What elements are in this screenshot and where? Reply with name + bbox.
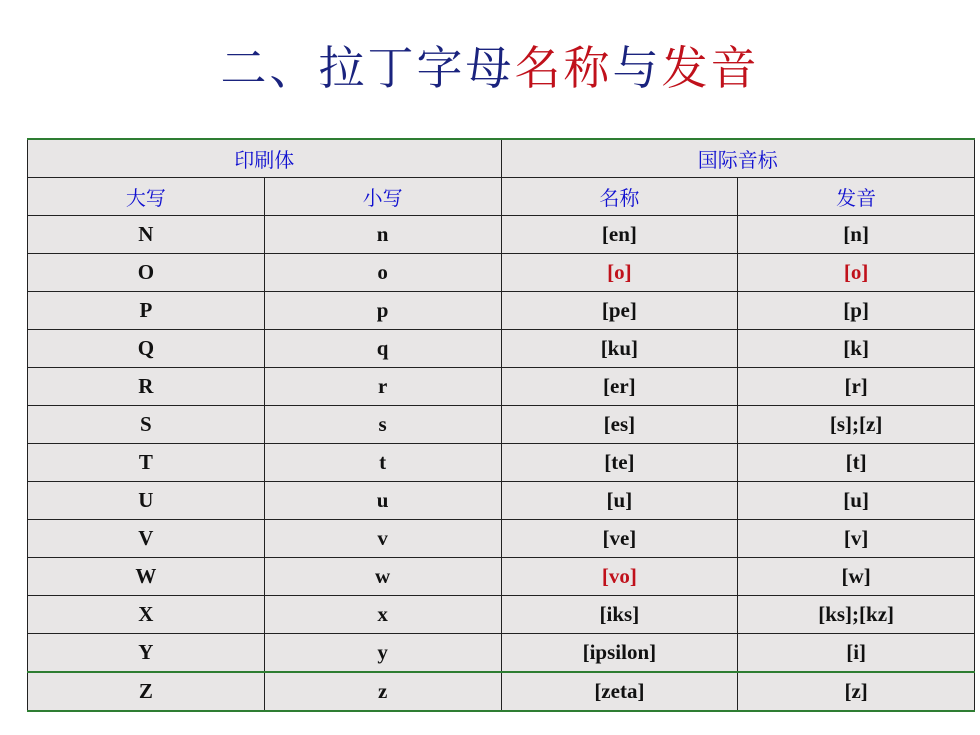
table-row [28, 520, 975, 558]
title-part-4: 发音 [661, 41, 760, 95]
cell-name: [er] [501, 368, 738, 406]
cell-name: [iks] [501, 596, 738, 634]
column-header-sound: 发音 [738, 178, 975, 216]
cell-upper: O [28, 254, 265, 292]
column-header-name: 名称 [501, 178, 738, 216]
group-header-row [28, 139, 975, 178]
column-header-upper: 大写 [28, 178, 265, 216]
table-row [28, 596, 975, 634]
cell-upper: R [28, 368, 265, 406]
cell-name: [zeta] [501, 672, 738, 711]
cell-lower: n [264, 216, 501, 254]
cell-sound: [z] [738, 672, 975, 711]
cell-name: [pe] [501, 292, 738, 330]
cell-upper: Z [28, 672, 265, 711]
group-header-ipa: 国际音标 [501, 139, 975, 178]
cell-sound: [o] [738, 254, 975, 292]
cell-name: [o] [501, 254, 738, 292]
cell-upper: W [28, 558, 265, 596]
column-header-lower: 小写 [264, 178, 501, 216]
cell-upper: P [28, 292, 265, 330]
table-row [28, 292, 975, 330]
page-title [0, 38, 980, 98]
column-header-row [28, 178, 975, 216]
cell-lower: r [264, 368, 501, 406]
cell-sound: [u] [738, 482, 975, 520]
cell-name: [en] [501, 216, 738, 254]
cell-lower: w [264, 558, 501, 596]
cell-sound: [n] [738, 216, 975, 254]
cell-name: [ve] [501, 520, 738, 558]
cell-lower: x [264, 596, 501, 634]
cell-name: [es] [501, 406, 738, 444]
cell-upper: Y [28, 634, 265, 673]
table-row [28, 634, 975, 673]
latin-alphabet-table [27, 138, 975, 712]
table-row [28, 482, 975, 520]
cell-upper: U [28, 482, 265, 520]
cell-sound: [v] [738, 520, 975, 558]
cell-lower: s [264, 406, 501, 444]
table-row [28, 406, 975, 444]
title-part-1: 二、拉丁字母 [220, 41, 515, 95]
table-row [28, 558, 975, 596]
cell-upper: S [28, 406, 265, 444]
table-row [28, 216, 975, 254]
table-row [28, 254, 975, 292]
table-row [28, 672, 975, 711]
cell-sound: [t] [738, 444, 975, 482]
cell-lower: y [264, 634, 501, 673]
cell-lower: u [264, 482, 501, 520]
cell-sound: [r] [738, 368, 975, 406]
title-part-2: 名称 [514, 41, 613, 95]
cell-lower: t [264, 444, 501, 482]
cell-sound: [w] [738, 558, 975, 596]
cell-name: [u] [501, 482, 738, 520]
cell-upper: N [28, 216, 265, 254]
cell-upper: T [28, 444, 265, 482]
cell-upper: V [28, 520, 265, 558]
cell-sound: [ks];[kz] [738, 596, 975, 634]
table-row [28, 444, 975, 482]
cell-lower: z [264, 672, 501, 711]
cell-sound: [s];[z] [738, 406, 975, 444]
cell-lower: q [264, 330, 501, 368]
cell-sound: [k] [738, 330, 975, 368]
cell-upper: Q [28, 330, 265, 368]
cell-name: [te] [501, 444, 738, 482]
cell-lower: o [264, 254, 501, 292]
cell-lower: p [264, 292, 501, 330]
cell-name: [ipsilon] [501, 634, 738, 673]
cell-lower: v [264, 520, 501, 558]
cell-sound: [i] [738, 634, 975, 673]
cell-upper: X [28, 596, 265, 634]
table-row [28, 368, 975, 406]
group-header-print: 印刷体 [28, 139, 502, 178]
table-row [28, 330, 975, 368]
cell-name: [ku] [501, 330, 738, 368]
cell-sound: [p] [738, 292, 975, 330]
cell-name: [vo] [501, 558, 738, 596]
title-part-3: 与 [612, 41, 662, 95]
